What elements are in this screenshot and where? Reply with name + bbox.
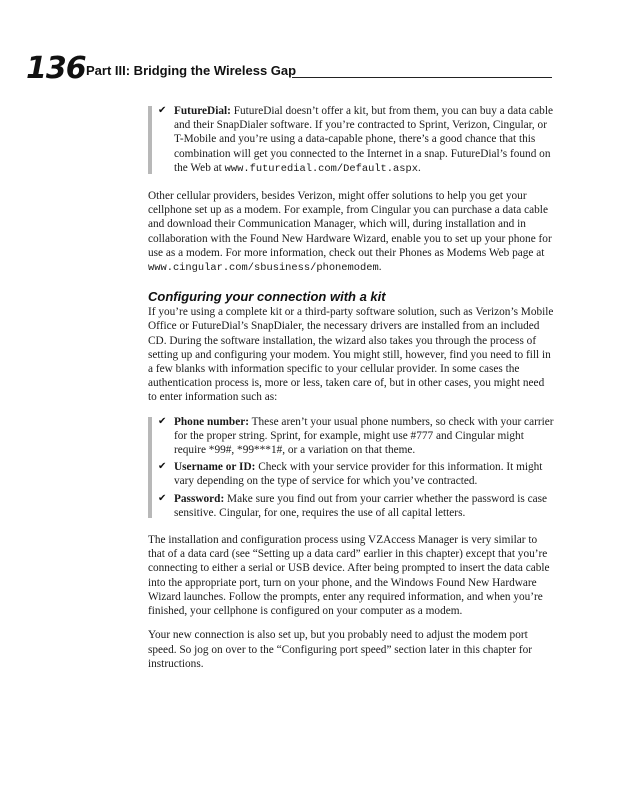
- part-title: Part III: Bridging the Wireless Gap: [86, 63, 297, 78]
- checkmark-icon: ✔: [158, 461, 167, 473]
- bullet-sidebar-bar: [148, 106, 152, 174]
- bullet-password: [158, 492, 554, 520]
- page-content: [148, 104, 554, 671]
- header-rule: [292, 77, 552, 78]
- paragraph-new-connection: Your new connection is also set up, but you probably need to adjust the modem port speed. So jog on over to the “Configuring port speed” section later in this chapter for instructions.: [148, 629, 532, 670]
- section-heading: Configuring your connection with a kit: [148, 289, 386, 305]
- page-header: [26, 52, 552, 86]
- bullet-group-2: [148, 415, 554, 520]
- bullet-tail: .: [417, 161, 421, 174]
- page-number: 136: [26, 51, 86, 86]
- checkmark-icon: ✔: [158, 415, 167, 427]
- bullet-futuredial: [158, 104, 554, 176]
- bullet-phone-number: [158, 415, 554, 458]
- checkmark-icon: ✔: [158, 105, 167, 116]
- cingular-url: www.cingular.com/sbusiness/phonemodem: [148, 262, 379, 275]
- paragraph-text: Other cellular providers, besides Verizon, might offer solutions to help you get your cellphone set up as a modem. For example, from Cingular you can purchase a data cable and download their Communication Manager, which will, during installation and in collaboration with the Found New Hardware Wizard, enable you to set up your phone for use as a modem. For more information, check out their Phones as Modems Web page at: [148, 190, 552, 259]
- bullet-group-1: [148, 104, 554, 176]
- bullet-term: Password:: [174, 492, 225, 505]
- paragraph-installation: The installation and configuration process using VZAccess Manager is very similar to that of a data card (see “Setting up a data card” earlier in this chapter) except that you’re connecting to either a serial or USB device. After being prompted to insert the data cable into the appropriate port, turn on your phone, and the Windows Found New Hardware Wizard launches. Follow the prompts, enter any required information, and when you’re finished, your cellphone is configured on your computer as a modem.: [148, 534, 550, 618]
- bullet-username: [158, 460, 554, 488]
- bullet-term: Username or ID:: [174, 461, 256, 474]
- bullet-text: FutureDial doesn’t offer a kit, but from them, you can buy a data cable and their SnapDialer software. If you’re contracted to Sprint, Verizon, Cingular, or T-Mobile and you’re using a data-capable phone, there’s a good chance that this combination will get you connected to the Internet in a snap. FutureDial’s found on the Web at: [174, 105, 553, 174]
- bullet-text: These aren’t your usual phone numbers, so check with your carrier for the proper string. Sprint, for example, might use #777 and Cingular might require *99#, *99***1#, or a variation on that theme.: [174, 415, 554, 457]
- futuredial-url: www.futuredial.com/Default.aspx: [224, 162, 418, 175]
- paragraph-kit-intro: If you’re using a complete kit or a third-party software solution, such as Verizon’s Mobile Office or FutureDial’s SnapDialer, the necessary drivers are installed from an included CD. During the software installation, the wizard also takes you through the process of setting up and configuring your modem. You might still, however, find you need to fill in a few blanks with information specific to your cellular provider. In some cases the authentication process is, more or less, taken care of, but in other cases, you might need to enter information such as:: [148, 306, 554, 404]
- bullet-term: Phone number:: [174, 415, 250, 428]
- bullet-text: Make sure you find out from your carrier whether the password is case sensitive. Cingular, for one, requires the use of all capital letters.: [174, 492, 548, 519]
- bullet-text: Check with your service provider for this information. It might vary depending on the type of service for which you’ve contracted.: [174, 461, 543, 488]
- paragraph-cellular-providers: [148, 189, 554, 275]
- paragraph-tail: .: [378, 261, 382, 274]
- checkmark-icon: ✔: [158, 492, 167, 504]
- bullet-sidebar-bar: [148, 417, 152, 518]
- bullet-term: FutureDial:: [174, 105, 231, 117]
